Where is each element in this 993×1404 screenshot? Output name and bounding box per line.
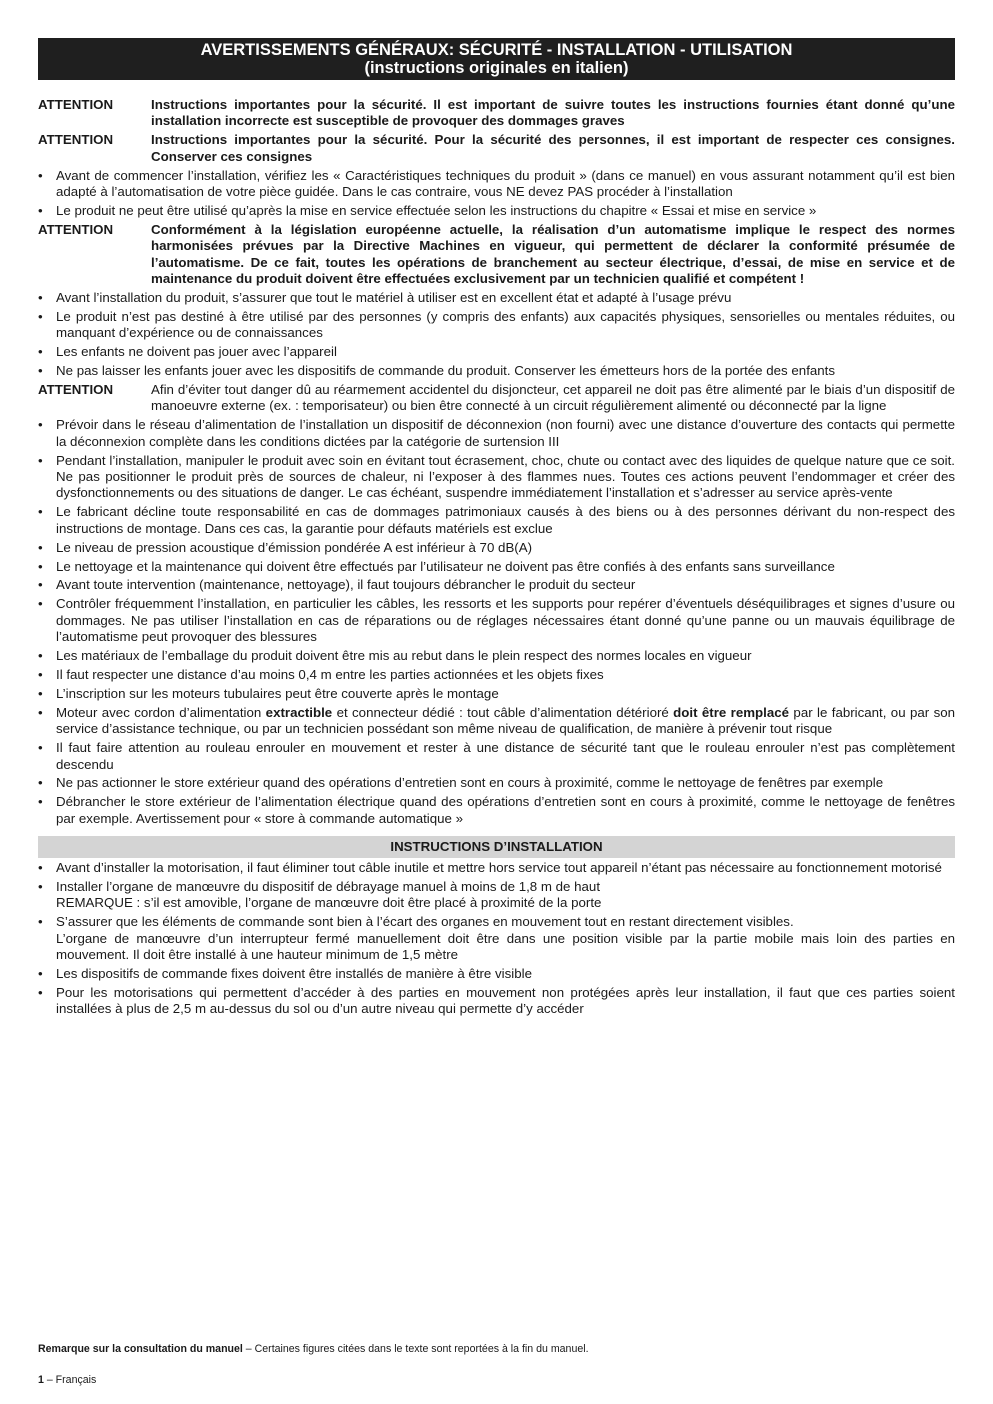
page-footer [38, 1374, 96, 1387]
bullet-icon: • [38, 775, 43, 791]
list-item-text [56, 705, 955, 738]
cord-bold-replace: doit être remplacé [673, 704, 790, 720]
bullet-icon: • [38, 914, 43, 930]
bullet-icon: • [38, 879, 43, 895]
list-item-text: Débrancher le store extérieur de l’alimentation électrique quand des opérations d’entretien sont en cours à proximité, comme le nettoyage de fenêtres par exemple. Avertissement pour « store à commande automatique » [56, 794, 955, 826]
list-item-text: Pendant l’installation, manipuler le produit avec soin en évitant tout écrasement, choc, chute ou contact avec des liquides de quelque nature que ce soit. Ne pas positionner le produit près de sources de chaleur, ni l’exposer à des flammes nues. Toutes ces actions peuvent l’endommager et créer des dysfonctionnements ou des situations de danger. Le cas échéant, suspendre immédiatement l’installation et s’adresser au service après-vente [56, 452, 955, 501]
list-item-text: Le niveau de pression acoustique d’émission pondérée A est inférieur à 70 dB(A) [56, 539, 533, 555]
cord-bold-extractible: extractible [265, 704, 333, 720]
list-item [38, 879, 955, 912]
list-item [38, 794, 955, 827]
list-item [38, 686, 955, 702]
safety-warnings [38, 97, 955, 827]
list-item-text: Le fabricant décline toute responsabilité en cas de dommages patrimoniaux causés à des biens ou à des personnes dérivant du non-respect des instructions de montage. Dans ces cas, la garantie pour défauts matériels est exclue [56, 504, 955, 536]
warning-text: Instructions importantes pour la sécurité. Il est important de suivre toutes les instructions fournies étant donné qu’une installation incorrecte est susceptible de provoquer des dommages graves [151, 97, 955, 129]
bullet-icon: • [38, 740, 43, 756]
bullet-icon: • [38, 363, 43, 379]
bullet-icon: • [38, 794, 43, 810]
warning-label: ATTENTION [38, 97, 114, 112]
cord-text-1: Moteur avec cordon d’alimentation [56, 704, 266, 720]
page-language: – Français [43, 1374, 97, 1386]
list-item-text: Avant de commencer l’installation, vérifiez les « Caractéristiques techniques du produit » (dans ce manuel) en vous assurant notamment qu’il est bien adapté à l’automatisation de votre pièce guidée. Dans le cas contraire, vous NE devez PAS procéder à l’installation [56, 167, 955, 200]
list-item-text: Ne pas laisser les enfants jouer avec les dispositifs de commande du produit. Conserver les émetteurs hors de la portée des enfants [56, 363, 836, 379]
list-item [38, 453, 955, 502]
list-item-line: L’organe de manœuvre d’un interrupteur fermé manuellement doit être dans une position visible par la partie mobile mais loin des parties en mouvement. Il doit être installé à une hauteur minimum de 1,5 mètre [56, 930, 955, 963]
bullet-icon: • [38, 202, 43, 218]
list-item [38, 705, 955, 738]
bullet-icon: • [38, 577, 43, 593]
list-item-text: Avant toute intervention (maintenance, nettoyage), il faut toujours débrancher le produit du secteur [56, 577, 636, 593]
list-item [38, 914, 955, 963]
list-item-line: S’assurer que les éléments de commande sont bien à l’écart des organes en mouvement tout en restant directement visibles. [56, 914, 794, 930]
list-item [38, 504, 955, 537]
list-item-text: Contrôler fréquemment l’installation, en particulier les câbles, les ressorts et les supports pour repérer d’éventuels déséquilibrages et signes d’usure ou dommages. Ne pas utiliser l’installation en cas de réparations ou de réglages nécessaires étant donné qu’une panne ou un mauvais équilibrage de l’automatisme peut provoquer des blessures [56, 596, 955, 645]
list-item [38, 860, 955, 876]
warning-label: ATTENTION [38, 382, 114, 397]
list-item [38, 667, 955, 683]
bullet-icon: • [38, 417, 43, 433]
list-item-text: Le produit n’est pas destiné à être utilisé par des personnes (y compris des enfants) aux capacités physiques, sensorielles ou mentales réduites, ou manquant d’expérience ou de connaissances [56, 308, 955, 341]
list-item [38, 203, 955, 219]
list-item [38, 290, 955, 306]
list-item [38, 344, 955, 360]
bullet-icon: • [38, 667, 43, 682]
warning-label: ATTENTION [38, 221, 114, 237]
bullet-icon: • [38, 966, 43, 982]
list-item [38, 577, 955, 593]
bullet-icon: • [38, 860, 43, 876]
list-item [38, 417, 955, 450]
bullet-icon: • [38, 648, 43, 664]
footer-note-text: – Certaines figures citées dans le texte sont reportées à la fin du manuel. [242, 1343, 589, 1355]
list-item-line: Installer l’organe de manœuvre du dispositif de débrayage manuel à moins de 1,8 m de haut [56, 879, 601, 895]
list-item-text [56, 914, 955, 963]
list-item [38, 309, 955, 342]
cord-text-2: et connecteur dédié : tout câble d’alimentation détérioré [332, 704, 674, 720]
bullet-icon: • [38, 344, 43, 360]
list-item-text: Ne pas actionner le store extérieur quand des opérations d’entretien sont en cours à proximité, comme le nettoyage de fenêtres par exemple [56, 775, 884, 791]
bullet-icon: • [38, 704, 43, 720]
list-item-text: Le nettoyage et la maintenance qui doivent être effectués par l’utilisateur ne doivent pas être confiés à des enfants sans surveillance [56, 558, 835, 574]
list-item-text: Avant l’installation du produit, s’assurer que tout le matériel à utiliser est en excellent état et adapté à l’usage prévu [56, 289, 732, 305]
manual-page [38, 38, 955, 1020]
warning-text: Afin d’éviter tout danger dû au réarmement accidentel du disjoncteur, cet appareil ne doit pas être alimenté par le biais d’un dispositif de manoeuvre externe (ex. : temporisateur) ou bien être connecté à un circuit régulièrement alimenté ou déconnecté par la ligne [151, 382, 955, 414]
list-item [38, 559, 955, 575]
bullet-icon: • [38, 596, 43, 612]
warning-text: Conformément à la législation européenne actuelle, la réalisation d’un automatisme implique le respect des normes harmonisées prévues par la Directive Machines en vigueur, qui permettent de déclarer la conformité présumée de l’automatisme. De ce fait, toutes les opérations de branchement au secteur électrique, d’essai, de mise en service et de maintenance du produit doivent être effectuées exclusivement par un technicien qualifié et compétent ! [151, 221, 955, 287]
list-item [38, 985, 955, 1018]
installation-instructions [38, 860, 955, 1018]
list-item-text: Les dispositifs de commande fixes doivent être installés de manière à être visible [56, 966, 532, 982]
cord-text-3: par le fabricant, ou par son service d’assistance technique, ou par un technicien possédant son même niveau de qualification, de manière à prévenir tout risque [56, 704, 956, 737]
warning-block [38, 222, 955, 288]
list-item-text: Il faut faire attention au rouleau enrouler en mouvement et rester à une distance de sécurité tant que le rouleau enrouler n’est pas complètement descendu [56, 740, 955, 772]
list-item [38, 363, 955, 379]
footer-note-title: Remarque sur la consultation du manuel [38, 1343, 243, 1355]
page-subtitle: (instructions originales en italien) [364, 59, 629, 77]
warning-text: Instructions importantes pour la sécurité. Pour la sécurité des personnes, il est important de respecter ces consignes. Conserver ces consignes [151, 132, 955, 164]
title-banner [38, 38, 955, 80]
list-item-text: L’inscription sur les moteurs tubulaires peut être couverte après le montage [56, 685, 499, 701]
list-item-text: Le produit ne peut être utilisé qu’après la mise en service effectuée selon les instructions du chapitre « Essai et mise en service » [56, 202, 817, 218]
list-item-text [56, 879, 955, 912]
bullet-icon: • [38, 452, 43, 468]
bullet-icon: • [38, 985, 43, 1000]
list-item [38, 540, 955, 556]
list-item [38, 168, 955, 201]
list-item-text: Les enfants ne doivent pas jouer avec l’appareil [56, 344, 337, 360]
list-item-text: Il faut respecter une distance d’au moins 0,4 m entre les parties actionnées et les objets fixes [56, 667, 604, 682]
list-item [38, 648, 955, 664]
list-item [38, 966, 955, 982]
warning-block [38, 97, 955, 130]
list-item [38, 775, 955, 791]
bullet-icon: • [38, 308, 43, 324]
warning-label: ATTENTION [38, 132, 114, 148]
list-item-text: Pour les motorisations qui permettent d’accéder à des parties en mouvement non protégées après leur installation, il faut que ces parties soient installées à plus de 2,5 m au-dessus du sol ou d’un autre niveau qui permette d’y accéder [56, 985, 955, 1017]
page-title: AVERTISSEMENTS GÉNÉRAUX: SÉCURITÉ - INSTALLATION - UTILISATION [200, 41, 793, 59]
bullet-icon: • [38, 539, 43, 555]
bullet-icon: • [38, 289, 43, 305]
warning-block [38, 382, 955, 415]
list-item-text: Les matériaux de l’emballage du produit doivent être mis au rebut dans le plein respect des normes locales en vigueur [56, 648, 752, 664]
list-item [38, 740, 955, 773]
bullet-icon: • [38, 558, 43, 574]
list-item-text: Avant d’installer la motorisation, il faut éliminer tout câble inutile et mettre hors service tout appareil n’étant pas nécessaire au fonctionnement motorisé [56, 860, 942, 876]
bullet-icon: • [38, 685, 43, 701]
footer-note [38, 1343, 589, 1356]
section-heading-installation: INSTRUCTIONS D’INSTALLATION [38, 836, 955, 858]
bullet-icon: • [38, 504, 43, 520]
list-item-text: Prévoir dans le réseau d’alimentation de l’installation un dispositif de déconnexion (non fourni) avec une distance d’ouverture des contacts qui permette la déconnexion complète dans les conditions dictées par la catégorie de surtension III [56, 417, 955, 449]
warning-block [38, 132, 955, 165]
bullet-icon: • [38, 167, 43, 183]
list-item-remark: REMARQUE : s’il est amovible, l’organe de manœuvre doit être placé à proximité de la porte [56, 895, 602, 911]
list-item [38, 596, 955, 645]
page-number: 1 [38, 1374, 44, 1386]
